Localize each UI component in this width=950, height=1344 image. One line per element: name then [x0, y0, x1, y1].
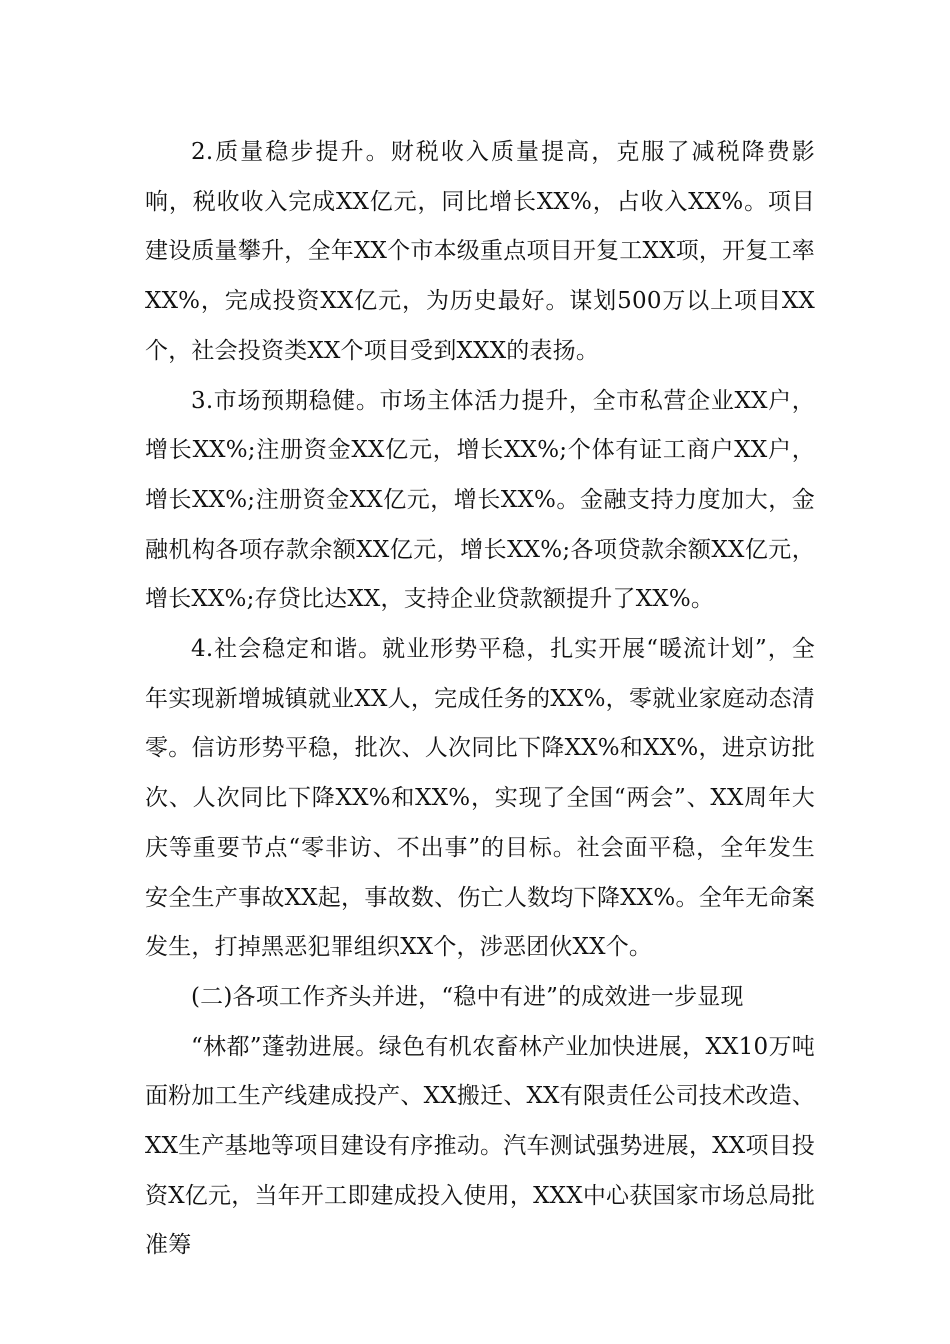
paragraph-society: 4.社会稳定和谐。就业形势平稳，扎实开展“暖流计划”，全年实现新增城镇就业XX人，完成任务的XX%，零就业家庭动态清零。信访形势平稳，批次、人次同比下降XX%和XX%，进京访批次、人次同比下降XX%和XX%，实现了全国“两会”、XX周年大庆等重要节点“零非访、不出事”的目标。社会面平稳，全年发生安全生产事故XX起，事故数、伤亡人数均下降XX%。全年无命案发生，打掉黑恶犯罪组织XX个，涉恶团伙XX个。: [145, 636, 815, 961]
section-heading: (二)各项工作齐头并进，“稳中有进”的成效进一步显现: [191, 983, 744, 1010]
paragraph-market: 3.市场预期稳健。市场主体活力提升，全市私营企业XX户，增长XX%;注册资金XX亿元，增长XX%;个体有证工商户XX户，增长XX%;注册资金XX亿元，增长XX%。金融支持力度加大，金融机构各项存款余额XX亿元，增长XX%;各项贷款余额XX亿元，增长XX%;存贷比达XX，支持企业贷款额提升了XX%。: [145, 387, 815, 613]
paragraph-forest-city: “林都”蓬勃进展。绿色有机农畜林产业加快进展，XX10万吨面粉加工生产线建成投产、XX搬迁、XX有限责任公司技术改造、XX生产基地等项目建设有序推动。汽车测试强势进展，XX项目投资X亿元，当年开工即建成投入使用，XXX中心获国家市场总局批准筹: [145, 1033, 815, 1259]
paragraph-quality: 2.质量稳步提升。财税收入质量提高，克服了减税降费影响，税收收入完成XX亿元，同比增长XX%，占收入XX%。项目建设质量攀升，全年XX个市本级重点项目开复工XX项，开复工率XX%，完成投资XX亿元，为历史最好。谋划500万以上项目XX个，社会投资类XX个项目受到XXX的表扬。: [145, 139, 815, 364]
document-body: [145, 128, 815, 1271]
